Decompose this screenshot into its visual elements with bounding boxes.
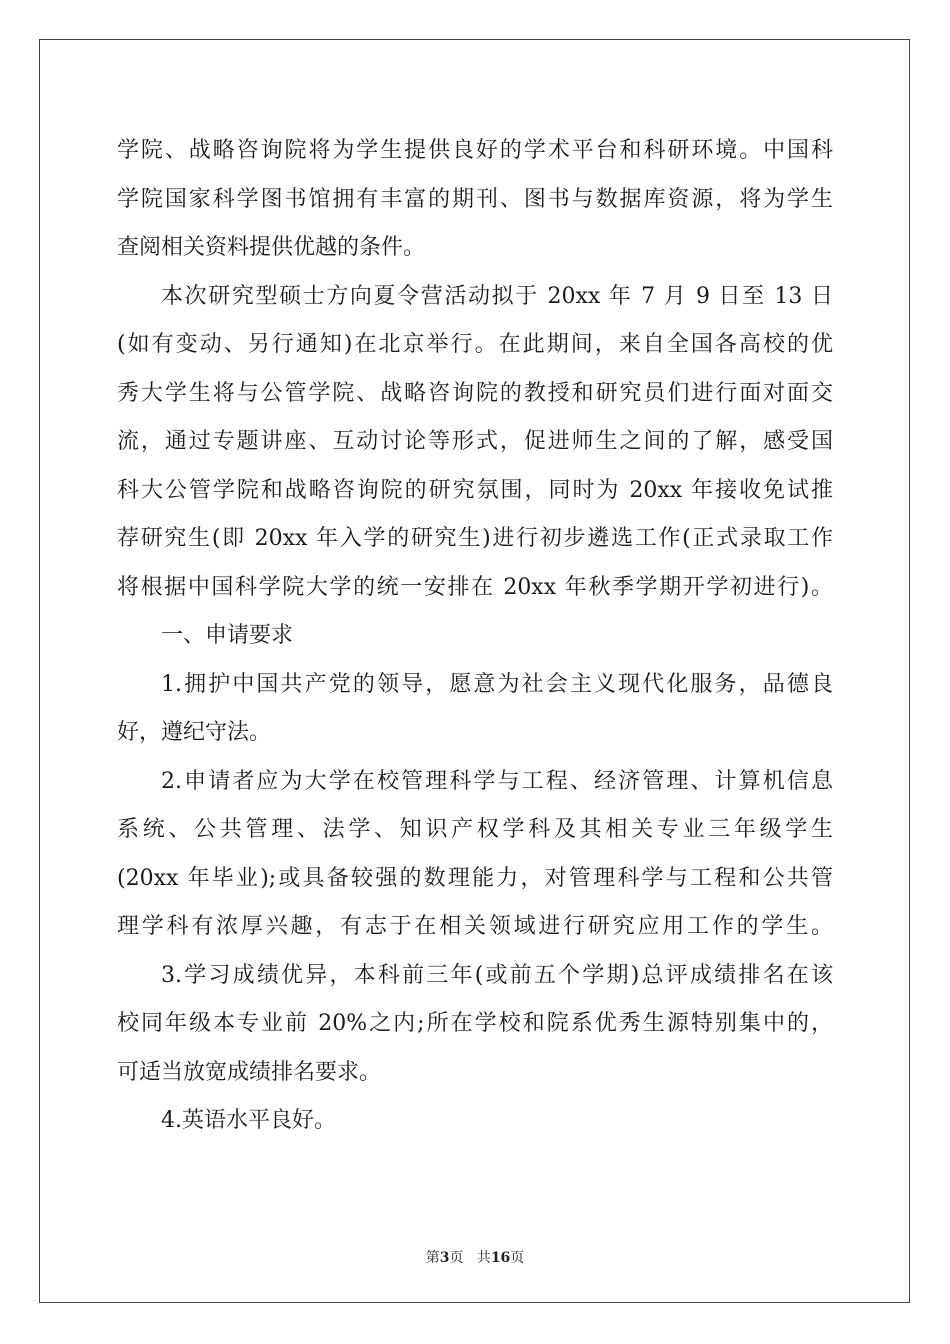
footer-total-prefix: 共: [476, 1250, 491, 1266]
footer-prefix: 第: [425, 1250, 440, 1266]
text-line: 秀大学生将与公管学院、战略咨询院的教授和研究员们进行面对面交: [117, 380, 833, 406]
text-line: 查阅相关资料提供优越的条件。: [117, 235, 426, 260]
text-line: 流，通过专题讲座、互动讨论等形式，促进师生之间的了解，感受国: [117, 429, 833, 454]
document-body: [117, 127, 833, 1146]
page-footer: [0, 1247, 950, 1267]
text-line: 2.申请者应为大学在校管理科学与工程、经济管理、计算机信息: [161, 768, 833, 794]
footer-page-suffix: 页: [449, 1250, 464, 1266]
text-line: 好，遵纪守法。: [117, 720, 272, 745]
text-line: 4.英语水平良好。: [161, 1108, 336, 1133]
text-line: 可适当放宽成绩排名要求。: [117, 1059, 382, 1085]
text-line: 一、申请要求: [161, 623, 294, 648]
text-line: 科大公管学院和战略咨询院的研究氛围，同时为 20xx 年接收免试推: [117, 477, 833, 503]
text-line: 将根据中国科学院大学的统一安排在 20xx 年秋季学期开学初进行)。: [117, 574, 833, 600]
text-line: 学院国家科学图书馆拥有丰富的期刊、图书与数据库资源，将为学生: [117, 186, 833, 212]
text-line: 本次研究型硕士方向夏令营活动拟于 20xx 年 7 月 9 日至 13 日: [161, 283, 833, 309]
footer-total-pages: 16: [490, 1250, 511, 1266]
footer-total-suffix: 页: [510, 1250, 525, 1266]
text-line: 荐研究生(即 20xx 年入学的研究生)进行初步遴选工作(正式录取工作: [117, 526, 833, 551]
text-line: 理学科有浓厚兴趣，有志于在相关领域进行研究应用工作的学生。: [117, 914, 833, 939]
footer-page-number: 3: [439, 1250, 450, 1266]
text-line: 3.学习成绩优异，本科前三年(或前五个学期)总评成绩排名在该: [161, 962, 833, 988]
text-line: (20xx 年毕业);或具备较强的数理能力，对管理科学与工程和公共管: [117, 865, 833, 891]
text-line: (如有变动、另行通知)在北京举行。在此期间，来自全国各高校的优: [117, 332, 833, 357]
text-line: 1.拥护中国共产党的领导，愿意为社会主义现代化服务，品德良: [161, 671, 833, 697]
text-line: 学院、战略咨询院将为学生提供良好的学术平台和科研环境。中国科: [117, 138, 833, 163]
text-line: 校同年级本专业前 20%之内;所在学校和院系优秀生源特别集中的，: [117, 1011, 833, 1036]
text-line: 系统、公共管理、法学、知识产权学科及其相关专业三年级学生: [117, 817, 833, 842]
